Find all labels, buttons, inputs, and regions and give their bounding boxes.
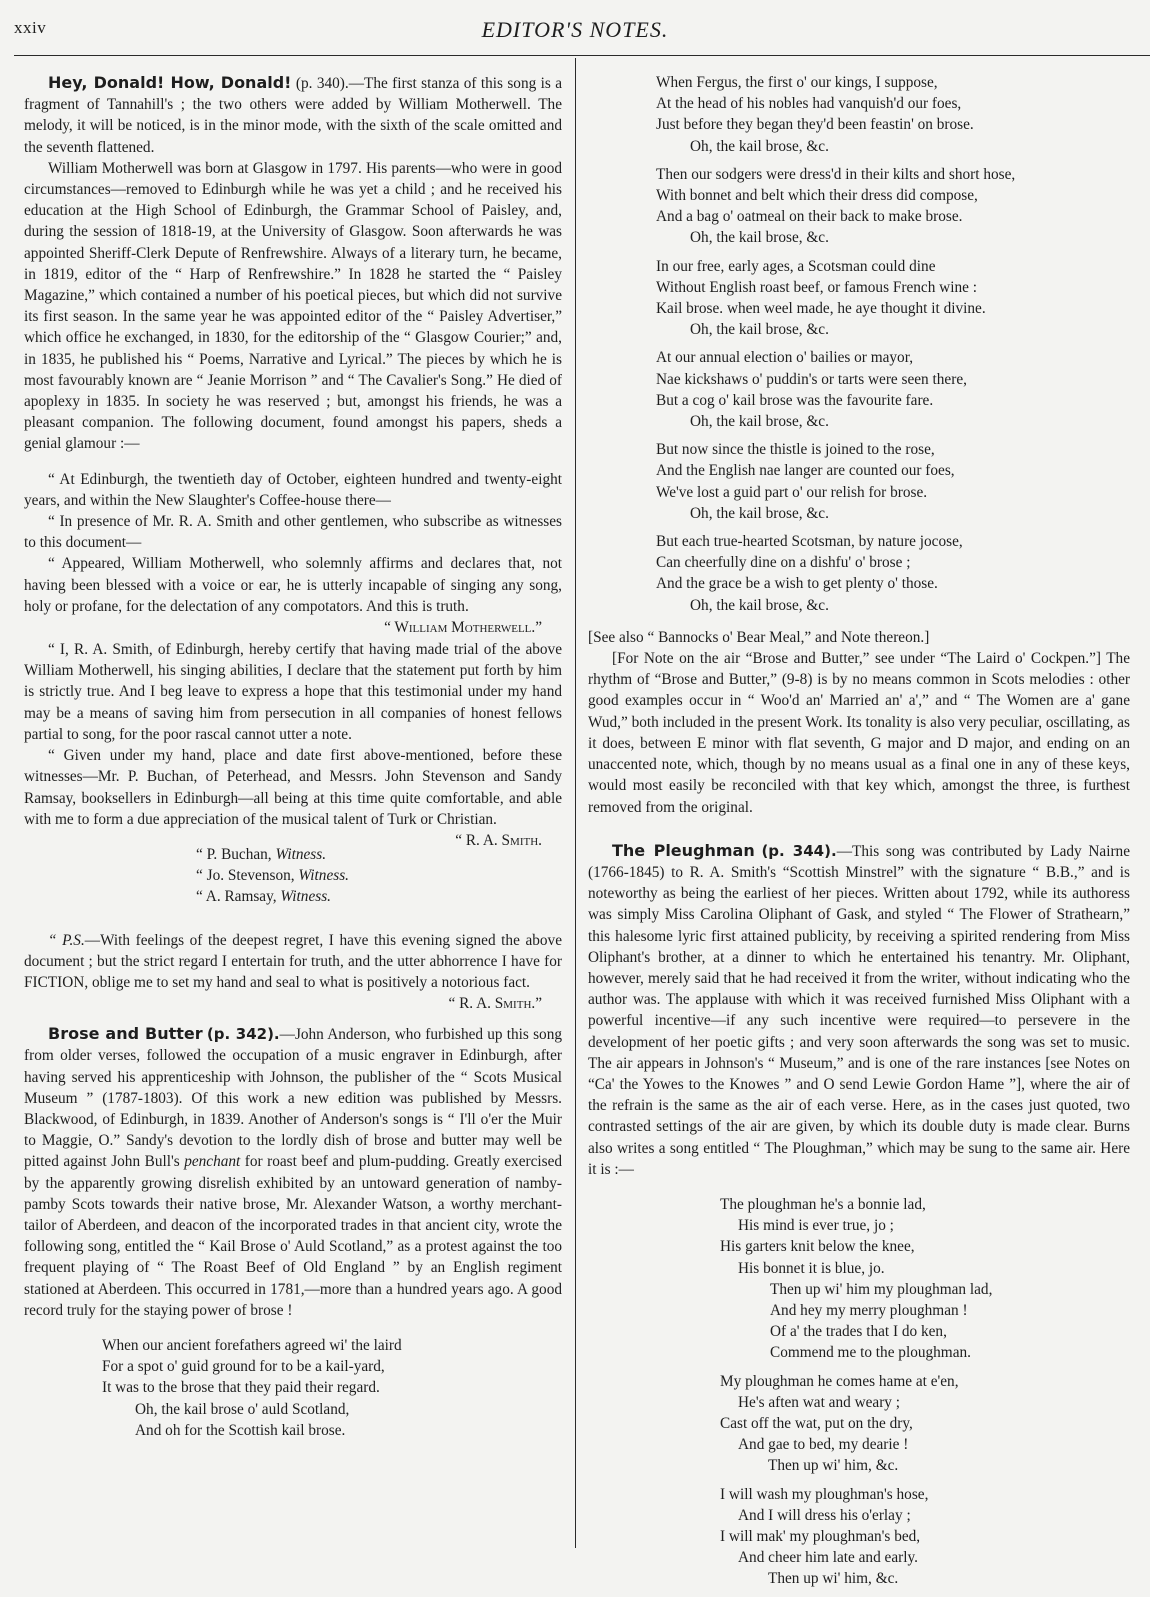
verse-line: In our free, early ages, a Scotsman could dine — [656, 257, 936, 275]
witness-name: “ Jo. Stevenson, — [196, 867, 295, 885]
paragraph: William Motherwell was born at Glasgow in 1797. His parents—who were in good circumstances—removed to Edinburgh while he was yet a child ; and he received his education at the High School of Edinburgh, the Grammar School of Paisley, and, during the session of 1818-19, at the University of Glasgow. Soon afterwards he was appointed Sheriff-Clerk Depute of Renfrewshire. Always of a literary turn, he became, in 1819, editor of the “ Harp of Renfrewshire.” In 1828 he started the “ Paisley Magazine,” which contained a number of his poetical pieces, but which did not survive its first season. In the same year he was appointed editor of the “ Paisley Advertiser,” which office he exchanged, in 1830, for the editorship of the “ Glasgow Courier;” and, in 1835, he published his “ Poems, Narrative and Lyrical.” The pieces by which he is most favourably known are “ Jeanie Morrison ” and “ The Cavalier's Song.” He died of apoplexy in 1835. In society he was reserved ; but, amongst his friends, he was a pleasant companion. The following document, found amongst his papers, sheds a genial glamour :— — [24, 159, 562, 453]
witness-name: “ A. Ramsay, — [196, 888, 277, 906]
verse-line: Kail brose. when weel made, he aye thought it divine. — [656, 300, 986, 318]
paragraph-text: —The first stanza of this song is a fragment of Tannahill's ; the two others were added by William Motherwell. The melody, it will be noticed, is in the minor mode, with the sixth of the scale omitted and the seventh flattened. — [24, 75, 562, 156]
verse-line: And gae to bed, my dearie ! — [738, 1436, 909, 1454]
verse-line: But now since the thistle is joined to the rose, — [656, 441, 935, 459]
verse-line: At the head of his nobles had vanquish'd our foes, — [656, 95, 962, 113]
witness-entry — [24, 886, 562, 907]
verse-line: Can cheerfully dine on a dishfu' o' brose ; — [656, 554, 911, 572]
refrain-line: Oh, the kail brose, &c. — [690, 321, 829, 339]
right-column — [588, 72, 1130, 1597]
paragraph-text: —With feelings of the deepest regret, I have this evening signed the above document ; but the strict regard I entertain for truth, and the utter abhorrence I have for FICTION, oblige me to set my hand and seal to what is positively a notorious fact. — [24, 931, 562, 991]
verse-line: His mind is ever true, jo ; — [738, 1217, 894, 1235]
verse-line: I will mak' my ploughman's bed, — [720, 1528, 921, 1545]
refrain-line: Oh, the kail brose, &c. — [690, 596, 829, 614]
document-paragraph: “ I, R. A. Smith, of Edinburgh, hereby certify that having made trial of the above William Motherwell, his singing abilities, I declare that the statement put forth by him is strictly true. And I beg leave to express a hope that this testimonial under my hand may be a means of saving him from persecution in all companies of honest fellows partial to song, for the poor rascal cannot utter a note. — [24, 641, 562, 743]
chorus-line: Then up wi' him my ploughman lad, — [770, 1280, 993, 1298]
verse-line: My ploughman he comes hame at e'en, — [720, 1372, 959, 1390]
witness-role: Witness. — [275, 845, 327, 863]
refrain-line: Then up wi' him, &c. — [768, 1570, 899, 1588]
verse-line: And cheer him late and early. — [738, 1549, 918, 1567]
verse-line: When Fergus, the first o' our kings, I suppose, — [656, 74, 938, 91]
witness-list — [24, 844, 562, 908]
verse-line: His garters knit below the knee, — [720, 1238, 915, 1256]
witness-role: Witness. — [298, 867, 349, 885]
note-hey-donald — [24, 72, 562, 158]
column-divider — [575, 58, 576, 1548]
stanza — [656, 72, 1130, 157]
stanza — [656, 256, 1130, 341]
verse-line: And the grace be a wish to get plenty o' those. — [656, 575, 938, 593]
header-rule — [14, 55, 1150, 56]
verse-line: When our ancient forefathers agreed wi' the laird — [102, 1336, 402, 1354]
stanza — [656, 347, 1130, 432]
verse-line: Cast off the wat, put on the dry, — [720, 1414, 913, 1432]
refrain-line: Then up wi' him, &c. — [768, 1457, 899, 1475]
ps-label: “ P.S. — [48, 931, 85, 949]
postscript — [24, 930, 562, 1013]
chorus-line: Of a' the trades that I do ken, — [770, 1323, 947, 1341]
stanza — [656, 439, 1130, 524]
paragraph-text: for roast beef and plum-pudding. Greatly exercised by the apparently growing disrelish exhibited by an untoward generation of namby-pamby Scots towards their native brose, Mr. Alexander Watson, a worthy merchant-tailor of Aberdeen, and deacon of the incorporated trades in that ancient city, wrote the following song, entitled the “ Kail Brose o' Auld Scotland,” as a protest against the too frequent playing of “ The Roast Beef of Old England ” by an English regiment stationed at Aberdeen. This occurred in 1781,—more than a hundred years ago. A good record truly for the staying power of brose ! — [24, 1153, 563, 1319]
stanza — [656, 164, 1130, 249]
chorus-line: And hey my merry ploughman ! — [770, 1301, 968, 1319]
verse-line: For a spot o' guid ground for to be a kail-yard, — [102, 1358, 385, 1376]
signature: “ R. A. Smith.” — [448, 995, 542, 1013]
verse-line: We've lost a guid part o' our relish for brose. — [656, 483, 928, 501]
verse-line: It was to the brose that they paid their regard. — [102, 1379, 380, 1397]
paragraph-text: —This song was contributed by Lady Nairne (1766-1845) to R. A. Smith's “Scottish Minstrel” with the signature “ B.B.,” and is noteworthy as being the earliest of her pieces. Written about 1792, while its authoress was simply Miss Carolina Oliphant of Gask, and styled “ The Flower of Strathearn,” this halesome lyric first attained publicity, by receiving a spirited rendering from Miss Oliphant's brother, at a dinner to which he entertained his tenantry. Mr. Oliphant, however, merely said that he had received it from the writer, without indicating who the author was. The applause with which it was received furnished Miss Oliphant with a powerful incentive—if any such incentive were required—to persevere in the development of her poetic gifts ; and very soon afterwards the song was set to music. The air appears in Johnson's “ Museum,” and is one of the rare instances [see Notes on “Ca' the Yowes to the Knowes ” and O send Lewie Gordon Hame ”], where the air of the refrain is the same as the air of each verse. Here, as in the cases just quoted, two contrasted settings of the air are given, by which its double duty is made clear. Burns also writes a song entitled “ The Ploughman,” which may be sung to the same air. Here it is :— — [588, 842, 1130, 1178]
page-reference: (p. 342). — [206, 1025, 280, 1044]
refrain-line: Oh, the kail brose, &c. — [690, 229, 829, 247]
note-title: Brose and Butter — [48, 1024, 203, 1044]
verse-line: And I will dress his o'erlay ; — [738, 1506, 911, 1524]
refrain-line: Oh, the kail brose, &c. — [690, 137, 829, 155]
stanza — [720, 1371, 1130, 1477]
verse-line: Oh, the kail brose o' auld Scotland, — [135, 1400, 350, 1418]
verse-line: And a bag o' oatmeal on their back to make brose. — [656, 208, 963, 226]
page-number: xxiv — [14, 18, 47, 37]
verse-line: I will wash my ploughman's hose, — [720, 1485, 929, 1503]
note-pleughman — [588, 840, 1130, 1180]
song-continuation — [588, 72, 1130, 616]
running-title: EDITOR'S NOTES. — [481, 17, 669, 42]
ploughman-song — [588, 1194, 1130, 1590]
see-also-note: [See also “ Bannocks o' Bear Meal,” and Note thereon.] — [588, 628, 930, 646]
verse-line: Then our sodgers were dress'd in their kilts and short hose, — [656, 165, 1016, 183]
verse-line: His bonnet it is blue, jo. — [738, 1259, 885, 1277]
verse-line: He's aften wat and weary ; — [738, 1393, 901, 1411]
left-column — [24, 72, 562, 1441]
note-brose-and-butter — [24, 1023, 562, 1321]
witness-role: Witness. — [280, 888, 331, 906]
verse-line: With bonnet and belt which their dress did compose, — [656, 187, 978, 205]
verse-line: Without English roast beef, or famous French wine : — [656, 278, 977, 296]
document-paragraph: “ At Edinburgh, the twentieth day of October, eighteen hundred and twenty-eight years, and within the New Slaughter's Coffee-house there— — [24, 470, 562, 509]
running-head — [0, 0, 1150, 56]
verse-line: And the English nae langer are counted our foes, — [656, 462, 955, 480]
note-on-air: [For Note on the air “Brose and Butter,” see under “The Laird o' Cockpen.”] The rhythm of “Brose and Butter,” (9-8) is by no means common in Scots melodies : other good examples occur in “ Woo'd an' Married an' a',” and “ The Women are a' gane Wud,” both included in the present Work. Its tonality is also very peculiar, oscillating, as it does, between E minor with flat seventh, G major and D major, and ending on an unaccented note, which, though by no means usual as a final one in any of these keys, would most easily be reconciled with that key which, amongst the three, is furthest removed from the original. — [588, 650, 1130, 816]
song-verse — [24, 1335, 562, 1441]
stanza — [720, 1194, 1130, 1364]
document-paragraph — [24, 745, 562, 849]
stanza — [720, 1484, 1130, 1590]
verse-line: The ploughman he's a bonnie lad, — [720, 1195, 926, 1213]
paragraph-text: “ Given under my hand, place and date first above-mentioned, before these witnesses—Mr. P. Buchan, of Peterhead, and Messrs. John Stevenson and Sandy Ramsay, booksellers in Edinburgh—all being at this time quite comfortable, and able with me to form a due appreciation of the musical talent of Turk or Christian. — [24, 747, 562, 828]
verse-line: Just before they began they'd been feastin' on brose. — [656, 116, 974, 134]
note-title: The Pleughman — [612, 840, 755, 860]
stanza — [656, 531, 1130, 616]
document-paragraph — [24, 553, 562, 637]
signature: “ William Motherwell.” — [384, 619, 542, 637]
page-reference: (p. 340). — [295, 75, 349, 92]
italic-word: penchant — [184, 1153, 241, 1171]
paragraph-text: “ Appeared, William Motherwell, who solemnly affirms and declares that, not having been blessed with a voice or ear, he is utterly incapable of singing any song, holy or profane, for the delectation of any compotators. And this is truth. — [24, 555, 562, 615]
verse-line: But a cog o' kail brose was the favourite fare. — [656, 391, 934, 409]
signature: “ R. A. Smith. — [455, 831, 542, 849]
verse-line: At our annual election o' bailies or mayor, — [656, 349, 914, 367]
verse-line: And oh for the Scottish kail brose. — [135, 1421, 346, 1439]
page-reference: (p. 344). — [761, 841, 837, 860]
witness-entry — [24, 865, 562, 886]
verse-line: But each true-hearted Scotsman, by nature jocose, — [656, 533, 963, 551]
chorus-line: Commend me to the ploughman. — [770, 1344, 971, 1362]
verse-line: Nae kickshaws o' puddin's or tarts were seen there, — [656, 370, 967, 388]
note-title: Hey, Donald! How, Donald! — [48, 73, 292, 92]
document-paragraph: “ In presence of Mr. R. A. Smith and other gentlemen, who subscribe as witnesses to this document— — [24, 513, 562, 552]
witness-name: “ P. Buchan, — [196, 845, 272, 863]
paragraph-text: —John Anderson, who furbished up this song from older verses, followed the occupation of a music engraver in Edinburgh, after having served his apprenticeship with Johnson, the publisher of the “ Scots Musical Museum ” (1787-1803). Of this work a new edition was published by Messrs. Blackwood, of Edinburgh, in 1839. Another of Anderson's songs is “ I'll o'er the Muir to Maggie, O.” Sandy's devotion to the lordly dish of brose and butter may well be pitted against John Bull's — [24, 1026, 562, 1171]
refrain-line: Oh, the kail brose, &c. — [690, 504, 829, 522]
refrain-line: Oh, the kail brose, &c. — [690, 413, 829, 431]
